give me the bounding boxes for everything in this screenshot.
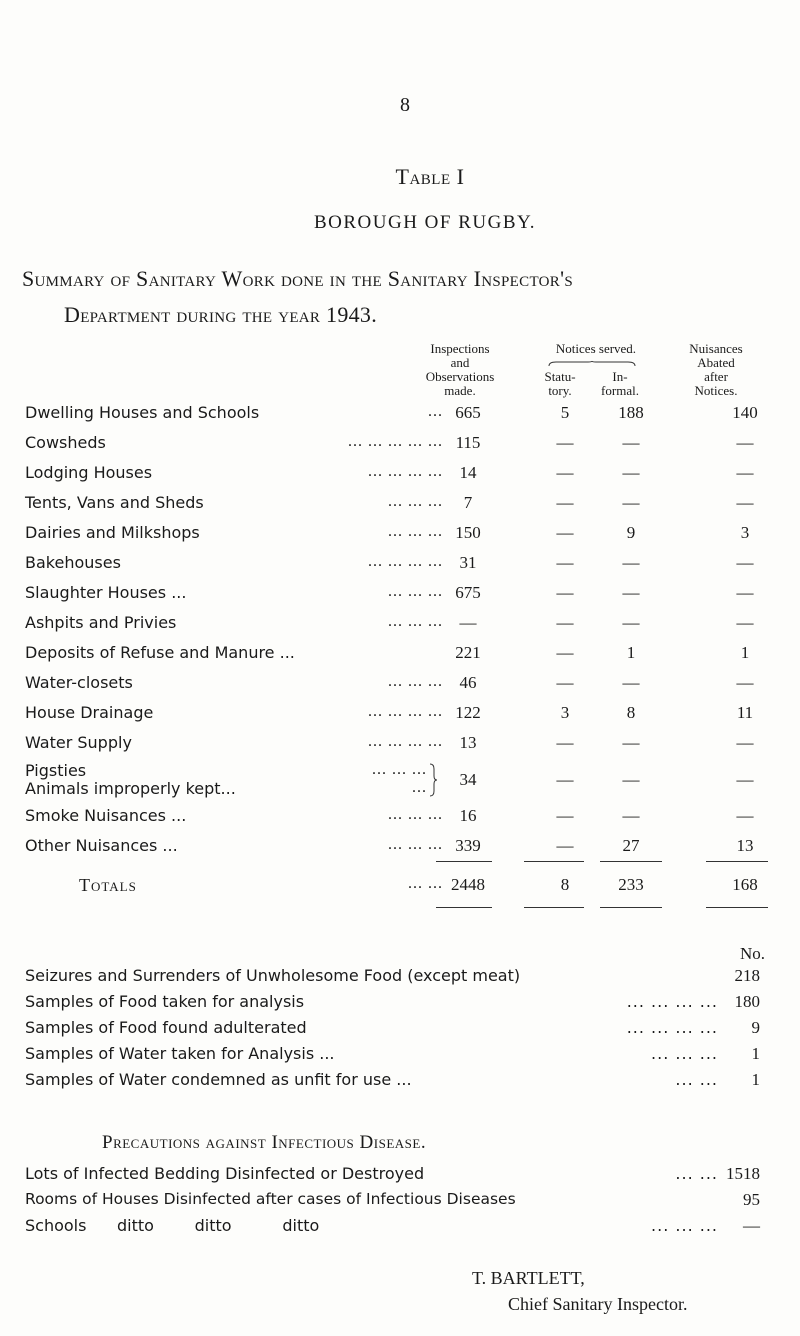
row-leader: ... — [412, 779, 427, 796]
totals-label: Totals — [79, 875, 137, 895]
cell-abated: — — [736, 770, 754, 789]
row-label: Lodging Houses — [25, 463, 153, 482]
cell-informal: — — [622, 770, 640, 789]
total-rule — [706, 907, 768, 908]
row-leader: ... ... ... ... — [368, 463, 443, 480]
row-label: Bakehouses — [25, 553, 121, 572]
column-header-notices: Notices served. — [555, 341, 637, 356]
row-label: Cowsheds — [25, 433, 106, 452]
item-value: 218 — [734, 966, 760, 985]
header-text: made. — [444, 383, 476, 398]
cell-inspections: 115 — [455, 433, 481, 452]
cell-informal: — — [622, 673, 640, 692]
table-row — [25, 806, 785, 836]
cell-abated: — — [736, 433, 754, 452]
row-label: Water Supply — [25, 733, 132, 752]
item-value: — — [743, 1216, 760, 1235]
row-leader: ... ... ... — [388, 493, 443, 510]
cell-inspections: 13 — [459, 733, 477, 752]
cell-abated: — — [736, 613, 754, 632]
table-row — [25, 703, 785, 733]
total-rule — [524, 907, 584, 908]
cell-inspections: 7 — [463, 493, 473, 512]
item-value: 180 — [734, 992, 760, 1011]
column-header-nuisances — [676, 342, 756, 398]
cell-statutory: — — [556, 770, 574, 789]
row-label: Other Nuisances ... — [25, 836, 178, 855]
row-leader: ... — [428, 403, 443, 420]
cell-inspections: 34 — [459, 770, 477, 789]
row-label: Smoke Nuisances ... — [25, 806, 187, 825]
cell-informal: 188 — [618, 403, 644, 422]
row-label: House Drainage — [25, 703, 154, 722]
brace-right — [429, 763, 437, 797]
cell-informal: — — [622, 463, 640, 482]
cell-informal: — — [622, 613, 640, 632]
total-rule — [524, 861, 584, 862]
cell-inspections: 665 — [455, 403, 481, 422]
item-label: Samples of Water taken for Analysis ... — [25, 1044, 335, 1063]
header-text: and — [450, 355, 470, 370]
row-leader: ... ... ... ... ... — [348, 433, 443, 450]
cell-inspections: 16 — [459, 806, 477, 825]
total-informal: 233 — [618, 875, 644, 894]
precautions-heading: Precautions against Infectious Disease. — [102, 1132, 427, 1153]
cell-abated: — — [736, 583, 754, 602]
table-row-pigsties — [25, 761, 785, 801]
item-leader: ... ... — [675, 1070, 718, 1089]
row-label: Ashpits and Privies — [25, 613, 177, 632]
cell-informal: — — [622, 493, 640, 512]
row-leader: ... ... ... — [388, 806, 443, 823]
table-title: Table I — [395, 164, 465, 189]
total-rule — [436, 861, 492, 862]
cell-statutory: — — [556, 836, 574, 855]
number-header: No. — [739, 944, 765, 963]
cell-informal: — — [622, 733, 640, 752]
brace-divider — [548, 361, 636, 367]
list-item — [25, 1018, 760, 1044]
item-label: Lots of Infected Bedding Disinfected or Destroyed — [25, 1164, 425, 1183]
cell-statutory: 3 — [560, 703, 570, 722]
row-label-animals: Animals improperly kept... — [25, 779, 236, 798]
table-row — [25, 613, 785, 643]
total-abated: 168 — [732, 875, 758, 894]
cell-informal: — — [622, 583, 640, 602]
item-value: 1 — [751, 1070, 760, 1089]
list-item — [25, 1164, 760, 1190]
signature-name: T. BARTLETT, — [472, 1268, 585, 1288]
item-label: Samples of Water condemned as unfit for use ... — [25, 1070, 412, 1089]
table-row — [25, 733, 785, 763]
header-text: Inspections — [430, 341, 490, 356]
cell-abated: — — [736, 463, 754, 482]
row-leader: ... ... ... — [388, 523, 443, 540]
cell-abated: — — [736, 733, 754, 752]
row-leader: ... ... ... — [388, 673, 443, 690]
item-leader: ... ... ... ... — [626, 1018, 718, 1037]
summary-title-line1: Summary of Sanitary Work done in the Sanitary Inspector's — [22, 266, 573, 291]
row-label: Tents, Vans and Sheds — [25, 493, 204, 512]
cell-informal: 9 — [626, 523, 636, 542]
cell-statutory: — — [556, 613, 574, 632]
item-label: Seizures and Surrenders of Unwholesome Food (except meat) — [25, 966, 521, 985]
item-label: Samples of Food taken for analysis — [25, 992, 305, 1011]
cell-statutory: — — [556, 463, 574, 482]
header-text: formal. — [601, 383, 639, 398]
row-leader: ... ... ... — [388, 583, 443, 600]
item-leader: ... ... — [675, 1164, 718, 1183]
cell-statutory: 5 — [560, 403, 570, 422]
cell-inspections: 339 — [455, 836, 481, 855]
cell-abated: — — [736, 673, 754, 692]
list-item — [25, 1190, 760, 1216]
cell-inspections: 122 — [455, 703, 481, 722]
table-row — [25, 523, 785, 553]
cell-statutory: — — [556, 673, 574, 692]
table-row — [25, 836, 785, 866]
summary-title-line2: Department during the year 1943. — [64, 302, 378, 327]
header-text: In- — [612, 369, 628, 384]
row-leader: ... ... ... ... — [368, 703, 443, 720]
cell-informal: 8 — [626, 703, 636, 722]
total-rule — [436, 907, 492, 908]
table-row — [25, 403, 785, 433]
column-header-informal — [590, 370, 650, 398]
row-leader: ... ... — [408, 875, 443, 892]
table-row — [25, 643, 785, 673]
row-label-pigsties: Pigsties — [25, 761, 87, 780]
cell-abated: 13 — [736, 836, 754, 855]
list-item — [25, 1044, 760, 1070]
cell-abated: 140 — [732, 403, 758, 422]
total-rule — [706, 861, 768, 862]
cell-abated: 3 — [740, 523, 750, 542]
item-leader: ... ... ... — [651, 1216, 718, 1235]
header-text: after — [704, 369, 728, 384]
cell-abated: — — [736, 553, 754, 572]
cell-inspections: 221 — [455, 643, 481, 662]
table-row — [25, 433, 785, 463]
header-text: tory. — [548, 383, 572, 398]
row-leader: ... ... ... — [372, 761, 427, 778]
total-rule — [600, 861, 662, 862]
table-row — [25, 553, 785, 583]
borough-heading: BOROUGH OF RUGBY. — [313, 212, 537, 233]
table-row — [25, 673, 785, 703]
cell-inspections: 31 — [459, 553, 477, 572]
page-number: 8 — [400, 94, 410, 116]
item-value: 1518 — [726, 1164, 760, 1183]
totals-row — [25, 875, 785, 905]
total-statutory: 8 — [560, 875, 570, 894]
header-text: Statu- — [544, 369, 576, 384]
column-header-statutory — [528, 370, 592, 398]
cell-statutory: — — [556, 806, 574, 825]
row-leader: ... ... ... — [388, 836, 443, 853]
item-value: 1 — [751, 1044, 760, 1063]
item-leader: ... ... ... — [651, 1044, 718, 1063]
cell-statutory: — — [556, 523, 574, 542]
list-item — [25, 966, 760, 992]
column-header-inspections — [410, 342, 510, 398]
signature-title: Chief Sanitary Inspector. — [508, 1294, 688, 1314]
cell-informal: — — [622, 806, 640, 825]
cell-inspections: 14 — [459, 463, 477, 482]
cell-statutory: — — [556, 553, 574, 572]
cell-abated: 11 — [736, 703, 754, 722]
item-label: Samples of Food found adulterated — [25, 1018, 307, 1037]
cell-inspections: — — [459, 613, 477, 632]
row-leader: ... ... ... ... — [368, 553, 443, 570]
total-rule — [600, 907, 662, 908]
item-label: Rooms of Houses Disinfected after cases of Infectious Diseases — [25, 1190, 516, 1208]
cell-informal: 1 — [626, 643, 636, 662]
list-item — [25, 1216, 760, 1242]
row-label: Water-closets — [25, 673, 133, 692]
cell-statutory: — — [556, 493, 574, 512]
row-label: Dwelling Houses and Schools — [25, 403, 260, 422]
cell-statutory: — — [556, 733, 574, 752]
cell-inspections: 675 — [455, 583, 481, 602]
total-inspections: 2448 — [451, 875, 485, 894]
cell-abated: — — [736, 806, 754, 825]
row-leader: ... ... ... — [388, 613, 443, 630]
item-label: Schools ditto ditto ditto — [25, 1216, 320, 1235]
item-value: 9 — [751, 1018, 760, 1037]
table-row — [25, 493, 785, 523]
item-value: 95 — [743, 1190, 760, 1209]
cell-statutory: — — [556, 583, 574, 602]
cell-informal: — — [622, 553, 640, 572]
header-text: Observations — [425, 369, 495, 384]
row-label: Dairies and Milkshops — [25, 523, 200, 542]
row-leader: ... ... ... ... — [368, 733, 443, 750]
list-item — [25, 992, 760, 1018]
table-row — [25, 463, 785, 493]
cell-abated: 1 — [740, 643, 750, 662]
row-label: Slaughter Houses ... — [25, 583, 187, 602]
list-item — [25, 1070, 760, 1096]
cell-informal: — — [622, 433, 640, 452]
cell-statutory: — — [556, 433, 574, 452]
header-text: Nuisances — [689, 341, 743, 356]
header-text: Notices. — [694, 383, 738, 398]
cell-inspections: 46 — [459, 673, 477, 692]
row-label: Deposits of Refuse and Manure ... — [25, 643, 295, 662]
cell-informal: 27 — [622, 836, 640, 855]
cell-inspections: 150 — [455, 523, 481, 542]
item-leader: ... ... ... ... — [626, 992, 718, 1011]
header-text: Abated — [697, 355, 735, 370]
table-row — [25, 583, 785, 613]
cell-abated: — — [736, 493, 754, 512]
cell-statutory: — — [556, 643, 574, 662]
